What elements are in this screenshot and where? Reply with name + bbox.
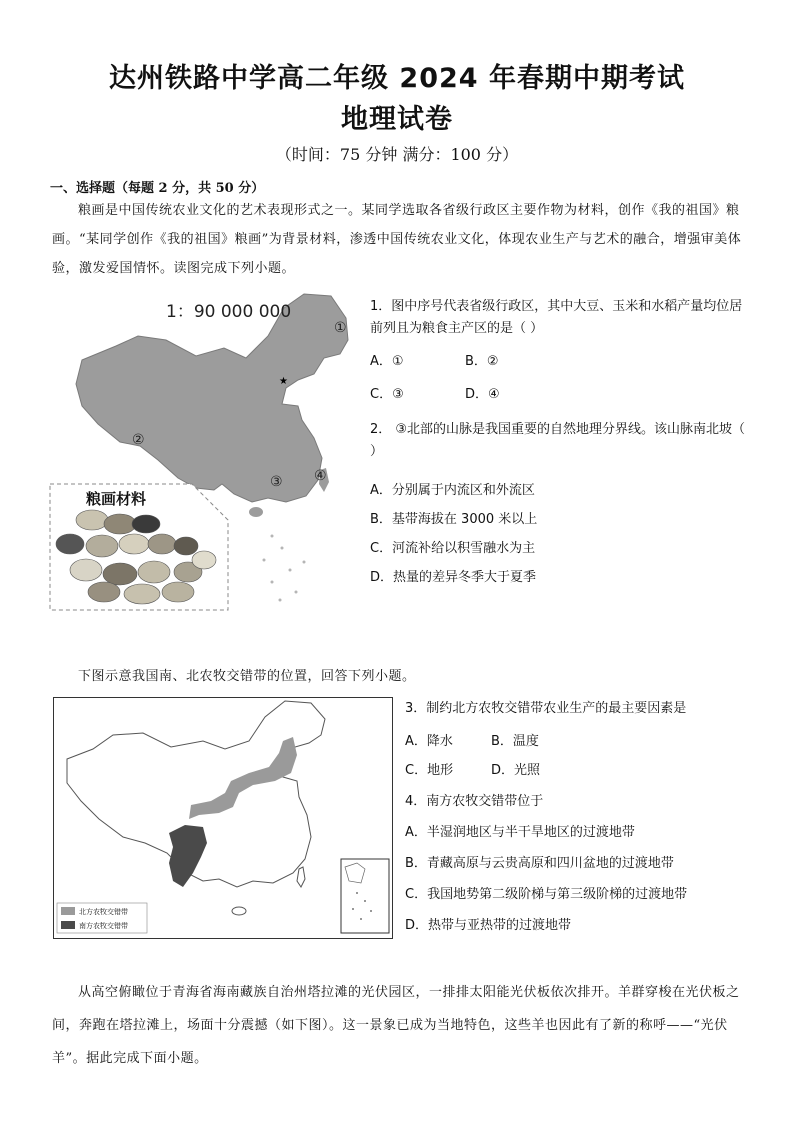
q2-option-d[interactable]: D．热量的差异冬季大于夏季 [370,570,537,585]
grain-materials-inset [50,484,228,610]
q3-option-a[interactable]: A．降水 [405,734,453,749]
q3-option-d[interactable]: D．光照 [491,763,541,778]
q1-option-c[interactable]: C．③ [370,387,404,402]
q4-option-d[interactable]: D．热带与亚热带的过渡地带 [405,918,572,933]
q2-option-c[interactable]: C．河流补给以积雪融水为主 [370,541,536,556]
hainan-shape [249,507,263,517]
question-3 [405,698,755,778]
marker-2: ② [132,432,145,448]
question-3-text: 3．制约北方农牧交错带农业生产的最主要因素是 [405,701,687,716]
ecotone-map [53,697,393,939]
passage-photovoltaic-sheep: 从高空俯瞰位于青海省海南藏族自治州塔拉滩的光伏园区，一排排太阳能光伏板依次排开。羊群穿梭在光伏板之间，奔跑在塔拉滩上，场面十分震撼（如下图）。这一景象已成为当地特色，这些羊也因此有了新的称呼——“光伏羊”。据此完成下面小题。 [52,985,740,1066]
map-legend [57,903,147,933]
q4-option-b[interactable]: B．青藏高原与云贵高原和四川盆地的过渡地带 [405,856,674,871]
q3-option-b[interactable]: B．温度 [491,734,539,749]
legend-north-label: 北方农牧交错带 [79,908,128,916]
section-heading: 一、选择题（每题 2 分，共 50 分） [50,181,265,196]
map-scale: 1：90 000 000 [166,302,292,322]
q4-option-a[interactable]: A．半湿润地区与半干旱地区的过渡地带 [405,825,635,840]
q4-option-c[interactable]: C．我国地势第二级阶梯与第三级阶梯的过渡地带 [405,887,688,902]
marker-1: ① [334,320,347,336]
exam-title-line1: 达州铁路中学高二年级 2024 年春期中期考试 [109,63,685,94]
q3-option-c[interactable]: C．地形 [405,763,454,778]
q2-option-b[interactable]: B．基带海拔在 3000 米以上 [370,512,538,527]
inset-label: 粮画材料 [86,490,147,508]
south-sea-islands [263,535,306,602]
question-2 [370,419,750,585]
question-4-text: 4．南方农牧交错带位于 [405,794,544,809]
exam-title-line2: 地理试卷 [341,104,453,135]
south-sea-inset [341,859,389,933]
question-1-text: 1．图中序号代表省级行政区，其中大豆、玉米和水稻产量均位居前列且为粮食主产区的是（ ） [370,299,743,336]
china-silhouette [76,294,348,502]
passage-grain-painting: 粮画是中国传统农业文化的艺术表现形式之一。某同学选取各省级行政区主要作物为材料，创作《我的祖国》粮画。“某同学创作《我的祖国》粮画”为背景材料，渗透中国传统农业文化，体现农业生产与艺术的融合，增强审美体验，激发爱国情怀。读图完成下列小题。 [52,203,742,276]
question-1 [370,296,750,402]
marker-4: ④ [314,468,327,484]
china-grain-map [46,288,366,618]
q1-option-d[interactable]: D．④ [465,387,500,402]
exam-subtitle: （时间：75 分钟 满分：100 分） [275,145,519,164]
question-2-text: 2． ③北部的山脉是我国重要的自然地理分界线。该山脉南北坡（ ） [370,422,746,459]
question-4 [405,791,755,933]
q1-option-a[interactable]: A．① [370,354,404,369]
hainan-outline [232,907,246,915]
legend-swatch-south [61,921,75,929]
legend-south-label: 南方农牧交错带 [79,922,128,930]
q2-option-a[interactable]: A．分别属于内流区和外流区 [370,483,535,498]
passage-farming-pastoral: 下图示意我国南、北农牧交错带的位置，回答下列小题。 [78,669,416,684]
marker-3: ③ [270,474,283,490]
legend-swatch-north [61,907,75,915]
q1-option-b[interactable]: B．② [465,354,499,369]
capital-star-icon: ★ [279,376,288,387]
